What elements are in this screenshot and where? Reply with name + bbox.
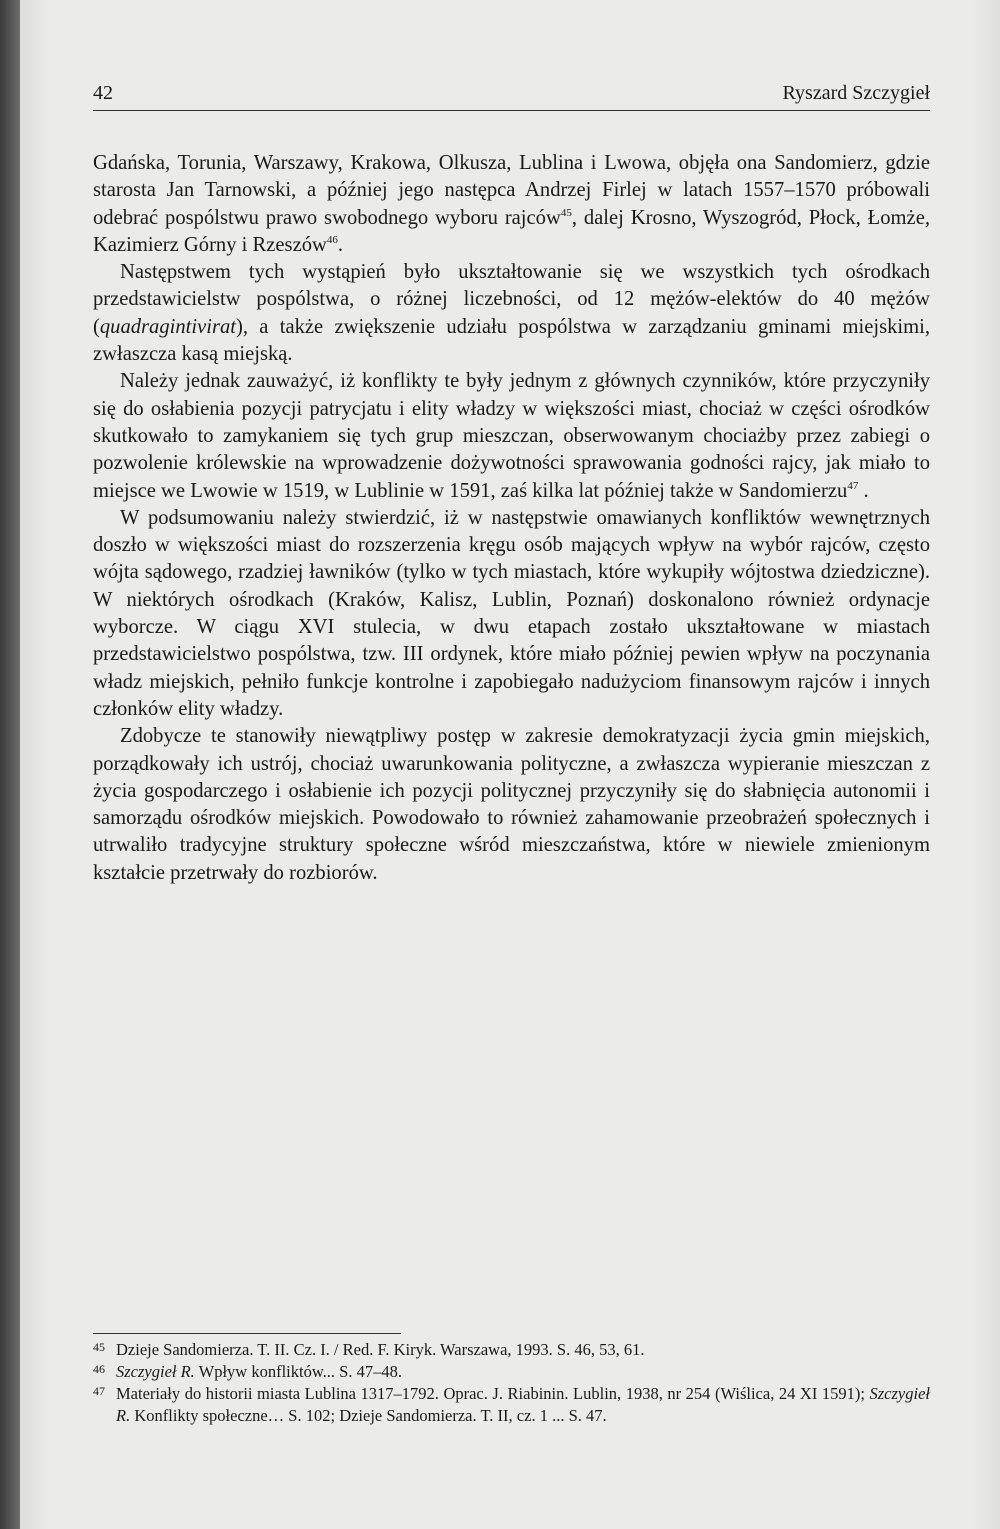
paragraph-4: W podsumowaniu należy stwierdzić, iż w następstwie omawianych konfliktów wewnętrznych doszło w większości miast do rozszerzenia kręgu osób mających wpływ na wybór rajców, często wójta sądowego, rzadziej ławników (tylko w tych miastach, które wykupiły wójtostwa dziedziczne). W niektórych ośrodkach (Kraków, Kalisz, Lublin, Poznań) doskonalono również ordynacje wyborcze. W ciągu XVI stulecia, w dwu etapach zostało ukształtowane w miastach przedstawicielstwo pospólstwa, tzw. III ordynek, które miało później pewien wpływ na poczynania władz miejskich, pełniło funkcje kontrolne i zapobiegało nadużyciom finansowym rajców i innych członków elity władzy. [93, 506, 930, 720]
footnote-author: Szczygieł R. [116, 1384, 930, 1425]
footnote-text: Dzieje Sandomierza. T. II. Cz. I. / Red. F. Kiryk. Warszawa, 1993. S. 46, 53, 61. [116, 1340, 645, 1359]
footnote-separator [93, 1333, 401, 1334]
footnote-mark: 47 [93, 1384, 105, 1398]
footnote-45 [93, 1339, 930, 1361]
main-text [93, 150, 930, 887]
paragraph-2-text-b: ), a także zwiększenie udziału pospólstwa w zarządzaniu gminami miejskimi, zwłaszcza kasą miejską. [93, 315, 930, 366]
paragraph-2-italic-term: quadragintivirat [99, 315, 237, 338]
page-number: 42 [93, 82, 113, 104]
paragraph-1 [93, 150, 930, 259]
footnote-46 [93, 1361, 930, 1383]
running-header [93, 80, 930, 111]
footnotes [93, 1339, 930, 1427]
paragraph-3-text-a: Należy jednak zauważyć, iż konflikty te były jednym z głównych czynników, które przyczyniły się do osłabienia pozycji patrycjatu i elity władzy w większości miast, chociaż w części ośrodków skutkowało to zamykaniem się tych grup mieszczan, obserwowanym chociażby przez zabiegi o pozwolenie królewskie na wprowadzenie dożywotności sprawowania godności rajcy, jak miało to miejsce we Lwowie w 1519, w Lublinie w 1591, zaś kilka lat później także w Sandomierzu [93, 370, 930, 502]
footnote-author: Szczygieł R. [116, 1362, 195, 1381]
paragraph-2-text-a: Następstwem tych wystąpień było ukształtowanie się we wszystkich tych ośrodkach przedstawicielstw pospólstwa, o różnej liczebności, od 12 mężów-elektów do 40 mężów ( [93, 261, 930, 338]
paragraph-5: Zdobycze te stanowiły niewątpliwy postęp w zakresie demokratyzacji życia gmin miejskich, porządkowały ich ustrój, chociaż uwarunkowania polityczne, a zwłaszcza wypieranie mieszczan z życia gospodarczego i osłabienie ich pozycji politycznej przyczyniły się do słabnięcia autonomii i samorządu ośrodków miejskich. Powodowało to również zahamowanie przeobrażeń społecznych i utrwaliło tradycyjne struktury społeczne wśród mieszczaństwa, które w niewiele zmienionym kształcie przetrwały do rozbiorów. [93, 725, 930, 884]
footnote-text-b: Konflikty społeczne… S. 102; Dzieje Sandomierza. T. II, cz. 1 ... S. 47. [130, 1406, 607, 1425]
paragraph-1-text-a: Gdańska, Torunia, Warszawy, Krakowa, Olkusza, Lublina i Lwowa, objęła ona Sandomierz, gdzie starosta Jan Tarnowski, a później jego następca Andrzej Firlej w latach 1557–1570 próbowali odebrać pospólstwu prawo swobodnego wyboru rajców [93, 152, 930, 229]
footnote-ref-45: 45 [560, 206, 572, 219]
footnote-47 [93, 1383, 930, 1427]
paragraph-3 [93, 368, 930, 504]
book-spine-shadow [0, 0, 20, 1529]
paragraph-3-text-b: . [858, 479, 869, 502]
footnote-text-a: Materiały do historii miasta Lublina 1317–1792. Oprac. J. Riabinin. Lublin, 1938, nr 254 (Wiślica, 24 XI 1591); [116, 1384, 870, 1403]
paragraph-2 [93, 259, 930, 368]
footnote-mark: 45 [93, 1340, 105, 1354]
footnote-mark: 46 [93, 1362, 105, 1376]
running-header-author: Ryszard Szczygieł [782, 82, 930, 104]
footnote-text: Wpływ konfliktów... S. 47–48. [194, 1362, 402, 1381]
paragraph-1-text-c: . [337, 233, 344, 256]
footnote-ref-46: 46 [326, 234, 338, 247]
footnote-ref-47: 47 [847, 479, 859, 492]
paragraph-1-text-b: , dalej Krosno, Wyszogród, Płock, Łomże, Kazimierz Górny i Rzeszów [93, 206, 930, 256]
